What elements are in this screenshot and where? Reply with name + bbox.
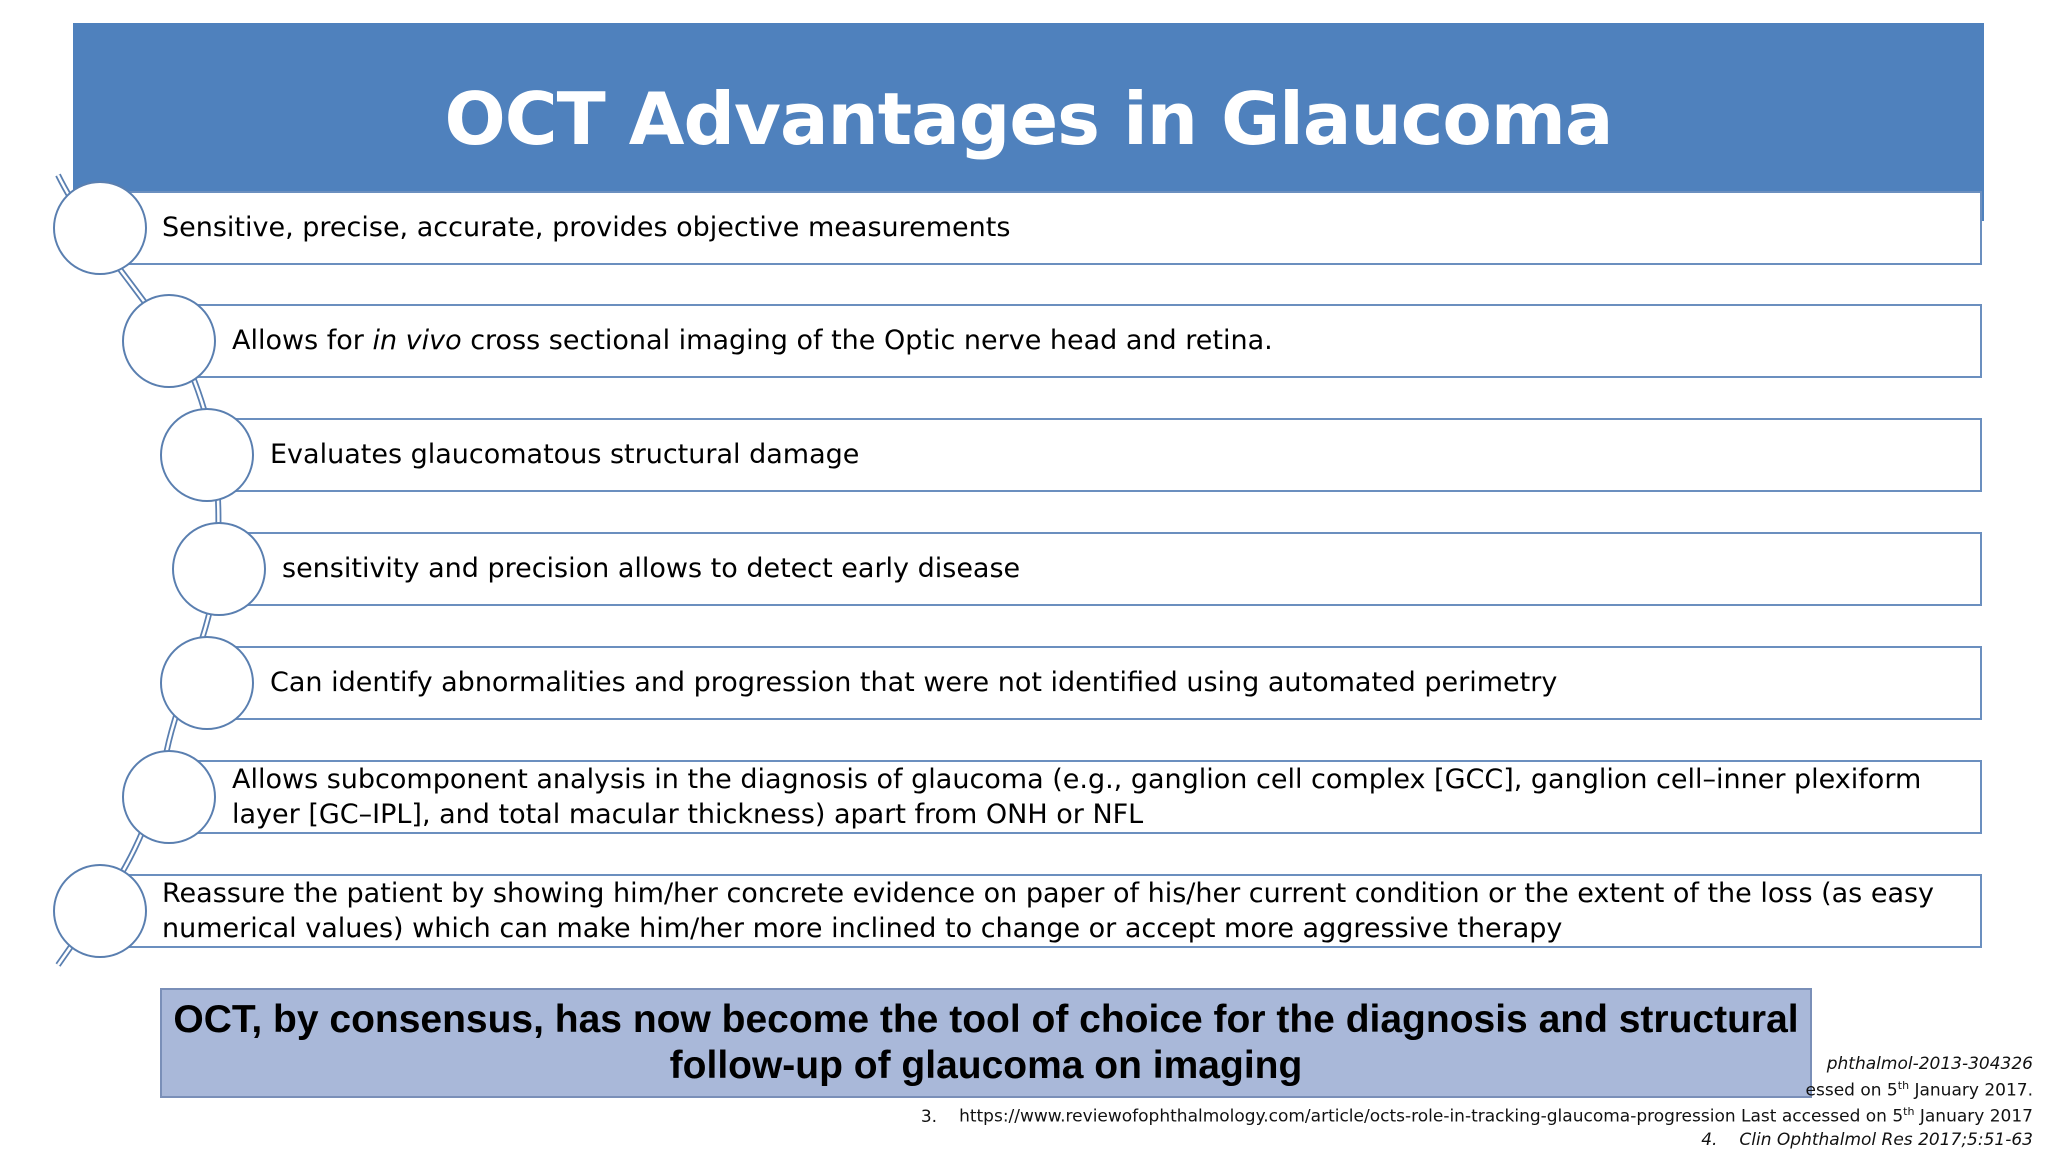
list-item-bullet-7 — [53, 864, 147, 958]
list-item-text-6: Allows subcomponent analysis in the diagnosis of glaucoma (e.g., ganglion cell complex [GCC], ganglion cell–inner plexiform layer [GC–IPL], and total macular thickness) apart from ONH or NFL — [232, 763, 1922, 830]
list-item-text-2: Allows for in vivo cross sectional imaging of the Optic nerve head and retina. — [232, 325, 1273, 357]
list-item-bullet-3 — [160, 408, 254, 502]
slide-title: OCT Advantages in Glaucoma — [444, 77, 1613, 161]
list-item-box-7 — [118, 874, 1982, 948]
list-item-text-7: Reassure the patient by showing him/her concrete evidence on paper of his/her current condition or the extent of the loss (as easy numerical values) which can make him/her more inclined to change or accept more aggressive therapy — [162, 877, 1935, 944]
list-item-box-1 — [118, 191, 1982, 265]
reference-2: essed on 5th January 2017. — [1805, 1079, 2033, 1101]
list-item-box-3 — [225, 418, 1982, 492]
list-item-bullet-5 — [160, 636, 254, 730]
list-item-box-2 — [188, 304, 1982, 378]
list-item-box-6 — [188, 760, 1982, 834]
reference-3: 3. https://www.reviewofophthalmology.com/article/octs-role-in-tracking-glaucoma-progression Last accessed on 5th January 2017 — [920, 1105, 2033, 1127]
list-item-box-5 — [225, 646, 1982, 720]
list-item-bullet-4 — [172, 522, 266, 616]
list-item-text-1: Sensitive, precise, accurate, provides objective measurements — [162, 212, 1011, 244]
list-item-text-5: Can identify abnormalities and progression that were not identified using automated perimetry — [270, 667, 1558, 699]
list-item-text-3: Evaluates glaucomatous structural damage — [270, 439, 860, 471]
list-item-text-4: sensitivity and precision allows to detect early disease — [282, 553, 1021, 585]
list-item-bullet-6 — [122, 750, 216, 844]
reference-1: phthalmol-2013-304326 — [1826, 1054, 2033, 1074]
list-item-bullet-2 — [122, 294, 216, 388]
consensus-callout: OCT, by consensus, has now become the tool of choice for the diagnosis and structural follow-up of glaucoma on imaging — [160, 988, 1812, 1098]
list-item-bullet-1 — [53, 181, 147, 275]
reference-4: 4. Clin Ophthalmol Res 2017;5:51-63 — [1701, 1130, 2033, 1150]
list-item-box-4 — [237, 532, 1982, 606]
